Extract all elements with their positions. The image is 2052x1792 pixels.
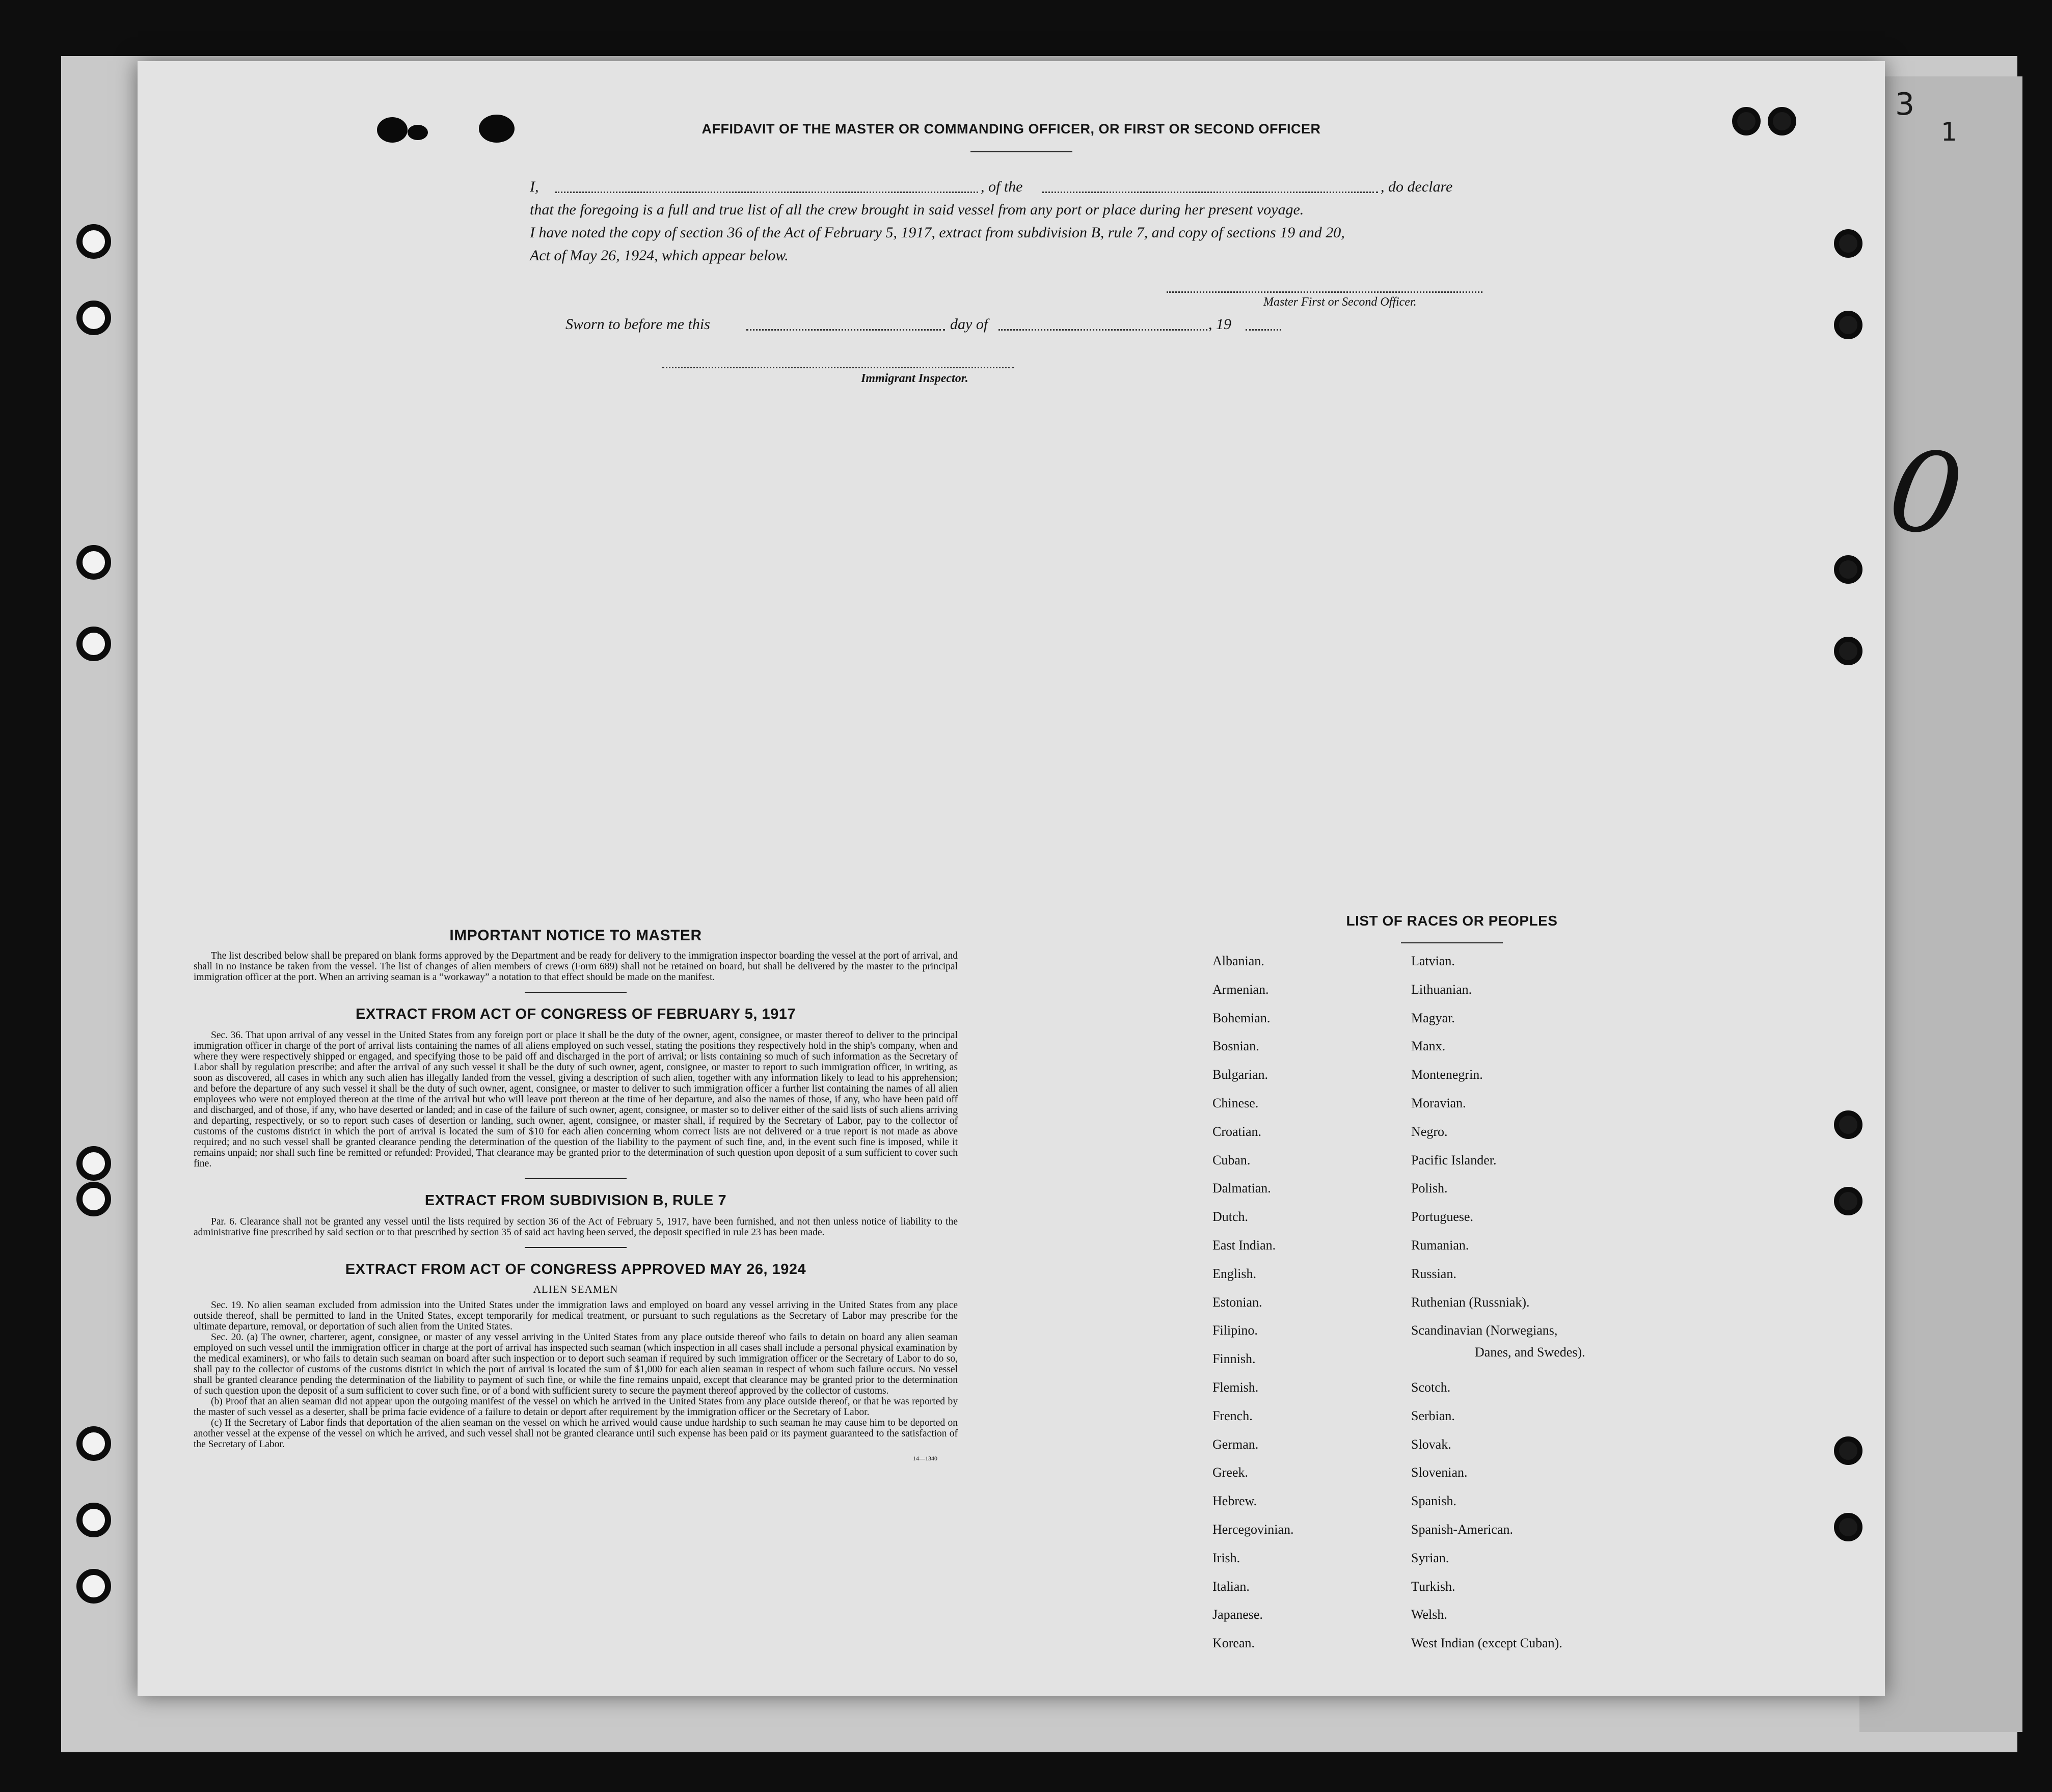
vessel-field[interactable]: [1042, 192, 1378, 193]
races-title: LIST OF RACES OR PEOPLES: [1346, 913, 1558, 929]
race-item: Estonian.: [1212, 1294, 1262, 1310]
race-item: Korean.: [1212, 1636, 1255, 1651]
extract-1924-subtitle: ALIEN SEAMEN: [533, 1283, 618, 1295]
year-prefix: , 19: [1208, 316, 1231, 333]
extract-1917-text: Sec. 36. That upon arrival of any vessel in the United States from any foreign port or place it shall be the duty of the owner, agent, consignee, or master thereof to deliver to the principal immigration officer in charge of the port of arrival lists containing the names of all aliens employed on such vessel, stating the positions they respectively hold in the ship's company, when and where they were respectively shipped or engaged, and specifying those to be paid off and discharged in the port of arrival; or lists containing so much of such information as the Secretary of Labor shall by regulation prescribe; and after the arrival of any such vessel it shall be the duty of such owner, agent, consignee, or master to report to such immigration officer, in writing, as soon as discovered, all cases in which any such alien has illegally landed from the vessel, giving a description of such alien, together with any information likely to lead to his apprehension; and before the departure of any such vessel it shall be the duty of such owner, agent, consignee, or master to deliver to such immigration officer a further list containing the names of all alien employees who were not employed thereon at the time of the arrival but who will leave port thereon at the time of her departure, and also the names of those, if any, who have been paid off and discharged, and of those, if any, who have deserted or landed; and in case of the failure of such owner, agent, consignee, or master so to deliver either of the said lists of such aliens arriving and departing, respectively, or so to report such cases of desertion or landing, such owner, agent, consignee, or master shall, if required by the Secretary of Labor, pay to the collector of customs of the customs district in which the port of arrival is located the sum of $10 for each alien concerning whom correct lists are not delivered or a true report is not made as above required; and no such vessel shall be granted clearance pending the determination of the question of the liability to the payment of such fine, and, in the event such fine is imposed, while it remains unpaid; nor shall such fine be remitted or refunded: Provided, That clearance may be granted prior to the determination of such question upon deposit of a sum sufficient to cover such fine.: [194, 1030, 958, 1169]
of-the-label: , of the: [981, 178, 1023, 195]
notice-text: The list described below shall be prepared on blank forms approved by the Department and be ready for delivery to the immigration inspector boarding the vessel at the port of arrival, and shall in no instance be taken from the vessel. The list of changes of alien members of crews (Form 689) shall not be retained on board, but shall be delivered by the master to the principal immigration officer at the port. When an arriving seaman is a “workaway” a notation to that effect should be made on the manifest.: [194, 951, 958, 983]
race-item: Manx.: [1411, 1039, 1446, 1054]
race-item: Irish.: [1212, 1550, 1240, 1565]
divider: [970, 151, 1072, 152]
race-item: Cuban.: [1212, 1152, 1251, 1167]
race-item: Armenian.: [1212, 982, 1269, 997]
sec20c-text: (c) If the Secretary of Labor finds that deportation of the alien seaman on the vessel on which he arrived would cause undue hardship to such seaman he may cause him to be deported on another vessel at the expense of the vessel on which he arrived, and such vessel shall not be granted clearance until such expense has been paid or its payment guaranteed to the satisfaction of the Secretary of Labor.: [194, 1418, 958, 1450]
punch-hole: [76, 1182, 111, 1216]
punch-hole: [76, 224, 111, 259]
race-item: French.: [1212, 1408, 1253, 1423]
race-item: Montenegrin.: [1411, 1067, 1483, 1082]
race-item: Italian.: [1212, 1579, 1250, 1594]
race-item: Serbian.: [1411, 1408, 1455, 1423]
race-item: Croatian.: [1212, 1124, 1262, 1139]
race-scandinavian-cont: Danes, and Swedes).: [1475, 1345, 1585, 1360]
punch-hole: [76, 1146, 111, 1181]
affidavit-line4: Act of May 26, 1924, which appear below.: [530, 247, 789, 264]
corner-mark: 3: [1895, 87, 1915, 122]
master-signature-line[interactable]: [1167, 291, 1482, 293]
race-item: English.: [1212, 1266, 1256, 1281]
punch-hole: [1834, 1187, 1862, 1215]
race-item: Hebrew.: [1212, 1494, 1257, 1509]
inspector-signature-line[interactable]: [662, 367, 1014, 368]
sworn-year-field[interactable]: [1246, 329, 1281, 331]
punch-hole: [1834, 1110, 1862, 1139]
race-item: Lithuanian.: [1411, 982, 1472, 997]
race-item: Greek.: [1212, 1465, 1249, 1480]
race-item: Chinese.: [1212, 1096, 1259, 1110]
race-item: Flemish.: [1212, 1380, 1259, 1395]
race-item: Pacific Islander.: [1411, 1152, 1497, 1167]
punch-hole: [76, 1503, 111, 1537]
affidavit-line3: I have noted the copy of section 36 of the Act of February 5, 1917, extract from subdivision B, rule 7, and copy of sections 19 and 20,: [530, 224, 1345, 241]
sworn-month-field[interactable]: [998, 329, 1207, 331]
race-item: Russian.: [1411, 1266, 1456, 1281]
punch-hole: [1834, 1436, 1862, 1465]
rule7-text: Par. 6. Clearance shall not be granted any vessel until the lists required by section 36 of the Act of February 5, 1917, have been furnished, and not then unless notice of liability to the administrative fine prescribed by said section or to that prescribed by section 35 of said act having been served, the deposit specified in rule 23 has been made.: [194, 1216, 958, 1238]
affidavit-line1: [530, 178, 1635, 199]
divider: [525, 1178, 627, 1179]
race-item: Scandinavian (Norwegians,: [1411, 1323, 1558, 1338]
inspector-label: Immigrant Inspector.: [861, 372, 968, 385]
race-item: Finnish.: [1212, 1351, 1256, 1367]
punch-hole: [1834, 229, 1862, 258]
punch-hole: [76, 301, 111, 335]
race-item: Filipino.: [1212, 1323, 1258, 1338]
race-item: Slovenian.: [1411, 1465, 1468, 1480]
race-item: Bohemian.: [1212, 1010, 1271, 1025]
race-item: Turkish.: [1411, 1579, 1455, 1594]
race-item: Slovak.: [1411, 1436, 1451, 1452]
handwritten-zero: 0: [1881, 423, 1970, 563]
race-item: Syrian.: [1411, 1550, 1449, 1565]
punch-hole: [1834, 555, 1862, 584]
divider: [1401, 942, 1503, 943]
punch-hole: [1834, 311, 1862, 339]
extract-1917-title: EXTRACT FROM ACT OF CONGRESS OF FEBRUARY 5, 1917: [355, 1006, 796, 1022]
race-item: Bosnian.: [1212, 1039, 1259, 1054]
race-item: Dutch.: [1212, 1209, 1249, 1225]
notice-title: IMPORTANT NOTICE TO MASTER: [449, 927, 702, 944]
sworn-line: [565, 316, 1432, 336]
affidavit-line2: that the foregoing is a full and true list of all the crew brought in said vessel from any port or place during her present voyage.: [530, 201, 1304, 218]
sec20b-text: (b) Proof that an alien seaman did not appear upon the outgoing manifest of the vessel on which he arrived in the United States from any place outside thereof, or that he was reported by the master of such vessel as a deserter, shall be prima facie evidence of a failure to detain or deport after requirement by the immigration officer or the Secretary of Labor.: [194, 1396, 958, 1418]
race-item: German.: [1212, 1436, 1259, 1452]
i-label: I,: [530, 178, 539, 195]
form-sheet: [138, 61, 1970, 1696]
extract-1924-title: EXTRACT FROM ACT OF CONGRESS APPROVED MAY 26, 1924: [345, 1261, 806, 1278]
sec19-text: Sec. 19. No alien seaman excluded from admission into the United States under the immigration laws and employed on board any vessel arriving in the United States from any place outside thereof, shall be permitted to land in the United States, except temporarily for medical treatment, or pursuant to such regulations as the Secretary of Labor may prescribe for the ultimate departure, removal, or deportation of such alien from the United States.: [194, 1300, 958, 1332]
race-item: Ruthenian (Russniak).: [1411, 1294, 1530, 1310]
form-number: 14—1340: [913, 1455, 937, 1462]
race-item: Magyar.: [1411, 1010, 1455, 1025]
race-item: Spanish-American.: [1411, 1522, 1514, 1537]
race-item: Spanish.: [1411, 1494, 1456, 1509]
race-item: East Indian.: [1212, 1238, 1276, 1253]
divider: [525, 992, 627, 993]
race-item: Bulgarian.: [1212, 1067, 1268, 1082]
race-item: Moravian.: [1411, 1096, 1466, 1110]
race-item: Japanese.: [1212, 1607, 1263, 1622]
sworn-label: Sworn to before me this: [565, 316, 710, 333]
punch-hole: [76, 1569, 111, 1604]
races-left-column: [1212, 954, 1406, 1718]
corner-mark-2: 1: [1941, 117, 1957, 147]
master-signature-label: Master First or Second Officer.: [1263, 295, 1417, 309]
name-field[interactable]: [555, 192, 978, 193]
race-item: West Indian (except Cuban).: [1411, 1636, 1562, 1651]
sec20a-text: Sec. 20. (a) The owner, charterer, agent, consignee, or master of any vessel arriving in the United States from any place outside thereof who fails to detain on board any alien seaman employed on such vessel until the immigration officer in charge at the port of arrival has inspected such seaman (which inspection in all cases shall include a personal physical examination by the medical examiners), or who fails to detain such seaman on board after such inspection or to deport such seaman if required by such immigration officer or the Secretary of Labor to do so, shall pay to the collector of customs of the customs district in which the port of arrival is located the sum of $1,000 for each alien seaman in respect of whom such failure occurs. No vessel shall be granted clearance pending the determination of the liability to payment of such fine, or while the fine remains unpaid, except that clearance may be granted prior to the determination of such question upon the deposit of a sum sufficient to cover such fine, or of a bond with sufficient surety to secure the payment thereof approved by the collector of customs.: [194, 1332, 958, 1396]
sworn-day-field[interactable]: [746, 329, 945, 331]
left-column: [194, 927, 958, 1462]
punch-hole: [1834, 637, 1862, 665]
races-right-column: [1411, 954, 1768, 1718]
rule7-title: EXTRACT FROM SUBDIVISION B, RULE 7: [424, 1192, 727, 1209]
race-item: Latvian.: [1411, 954, 1455, 968]
race-item: Dalmatian.: [1212, 1181, 1271, 1196]
race-item: Rumanian.: [1411, 1238, 1469, 1253]
race-item: Portuguese.: [1411, 1209, 1474, 1225]
punch-hole: [76, 545, 111, 580]
race-item: Scotch.: [1411, 1380, 1451, 1395]
punch-hole: [1834, 1513, 1862, 1541]
day-of-label: day of: [950, 316, 988, 333]
race-item: Hercegovinian.: [1212, 1522, 1294, 1537]
punch-hole: [76, 1426, 111, 1461]
race-item: Polish.: [1411, 1181, 1448, 1196]
divider: [525, 1247, 627, 1248]
race-item: Welsh.: [1411, 1607, 1447, 1622]
punch-hole: [76, 627, 111, 661]
race-item: Negro.: [1411, 1124, 1448, 1139]
do-declare-label: , do declare: [1381, 178, 1453, 195]
affidavit-title: AFFIDAVIT OF THE MASTER OR COMMANDING OFFICER, OR FIRST OR SECOND OFFICER: [701, 121, 1321, 137]
race-item: Albanian.: [1212, 954, 1264, 968]
